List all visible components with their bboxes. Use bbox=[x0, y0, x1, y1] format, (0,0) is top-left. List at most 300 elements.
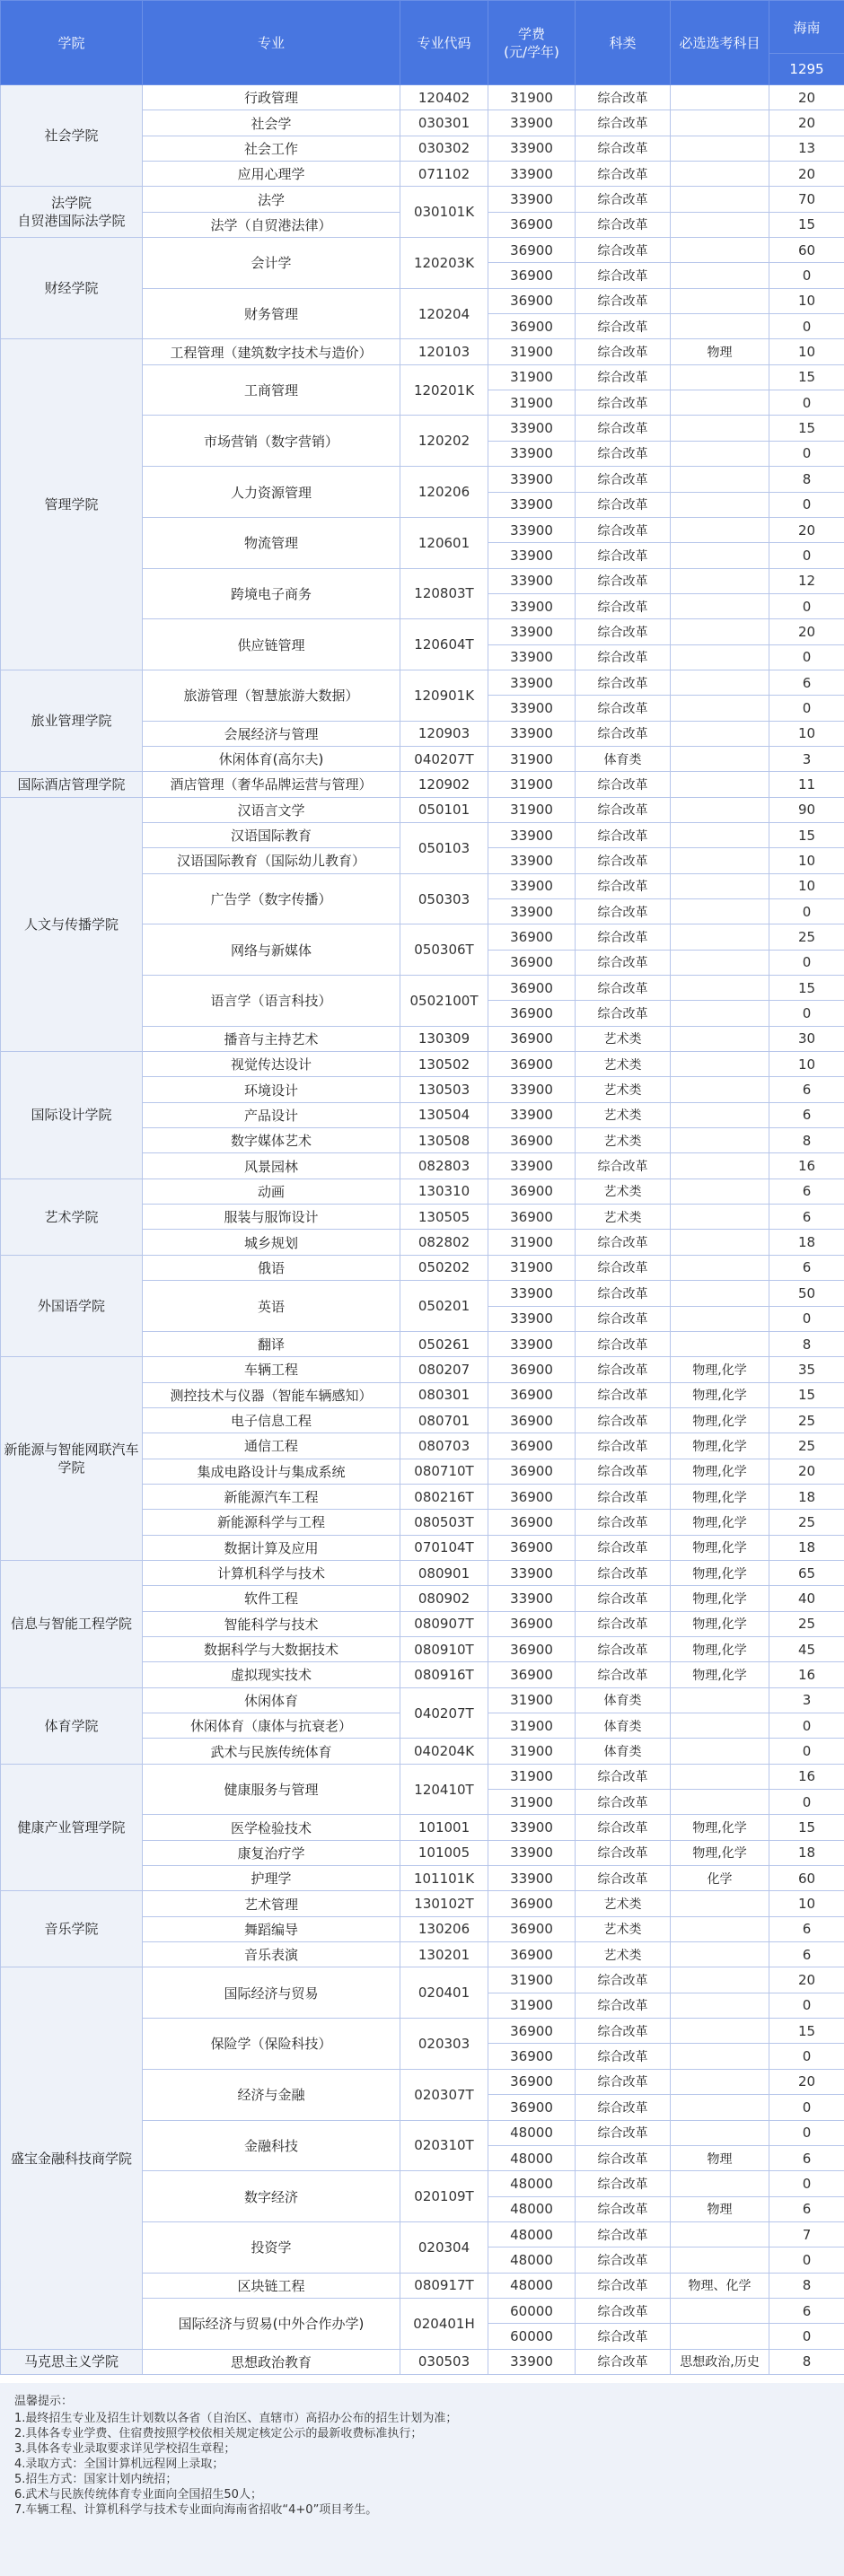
major-cell: 思想政治教育 bbox=[143, 2349, 400, 2374]
required-subjects-cell bbox=[671, 670, 769, 695]
tuition-cell: 36900 bbox=[488, 1484, 576, 1509]
quota-cell: 18 bbox=[769, 1840, 844, 1865]
quota-cell: 0 bbox=[769, 314, 844, 339]
quota-cell: 30 bbox=[769, 1026, 844, 1051]
major-code-cell: 080710T bbox=[400, 1459, 488, 1484]
major-cell: 休闲体育 bbox=[143, 1687, 400, 1713]
tuition-cell: 31900 bbox=[488, 1739, 576, 1764]
college-cell: 国际酒店管理学院 bbox=[1, 772, 143, 797]
major-code-cell: 130309 bbox=[400, 1026, 488, 1051]
category-cell: 综合改革 bbox=[576, 1840, 671, 1865]
major-code-cell: 101101K bbox=[400, 1866, 488, 1891]
required-subjects-cell: 物理,化学 bbox=[671, 1510, 769, 1535]
category-cell: 艺术类 bbox=[576, 1077, 671, 1102]
required-subjects-cell bbox=[671, 441, 769, 466]
quota-cell: 60 bbox=[769, 238, 844, 263]
major-code-cell: 130504 bbox=[400, 1102, 488, 1127]
major-code-cell: 030301 bbox=[400, 110, 488, 136]
required-subjects-cell bbox=[671, 162, 769, 187]
tuition-cell: 33900 bbox=[488, 1866, 576, 1891]
required-subjects-cell bbox=[671, 136, 769, 161]
tuition-cell: 36900 bbox=[488, 1128, 576, 1153]
tuition-cell: 31900 bbox=[488, 746, 576, 771]
major-cell: 集成电路设计与集成系统 bbox=[143, 1459, 400, 1484]
major-cell: 计算机科学与技术 bbox=[143, 1560, 400, 1585]
category-cell: 综合改革 bbox=[576, 2247, 671, 2273]
category-cell: 综合改革 bbox=[576, 848, 671, 873]
major-cell: 休闲体育(高尔夫) bbox=[143, 746, 400, 771]
quota-cell: 3 bbox=[769, 1687, 844, 1713]
tuition-cell: 36900 bbox=[488, 1205, 576, 1230]
category-cell: 综合改革 bbox=[576, 2120, 671, 2145]
required-subjects-cell bbox=[671, 822, 769, 847]
tuition-cell: 48000 bbox=[488, 2221, 576, 2247]
major-cell: 视觉传达设计 bbox=[143, 1052, 400, 1077]
tuition-cell: 36900 bbox=[488, 1636, 576, 1661]
required-subjects-cell bbox=[671, 467, 769, 492]
category-cell: 艺术类 bbox=[576, 1178, 671, 1204]
category-cell: 综合改革 bbox=[576, 1281, 671, 1306]
major-cell: 护理学 bbox=[143, 1866, 400, 1891]
quota-cell: 10 bbox=[769, 1052, 844, 1077]
required-subjects-cell bbox=[671, 1128, 769, 1153]
required-subjects-cell bbox=[671, 976, 769, 1001]
required-subjects-cell bbox=[671, 2069, 769, 2094]
category-cell: 综合改革 bbox=[576, 492, 671, 517]
required-subjects-cell: 物理,化学 bbox=[671, 1560, 769, 1585]
major-cell: 虚拟现实技术 bbox=[143, 1662, 400, 1687]
tuition-cell: 36900 bbox=[488, 263, 576, 288]
tuition-cell: 33900 bbox=[488, 899, 576, 924]
major-cell: 电子信息工程 bbox=[143, 1407, 400, 1433]
quota-cell: 6 bbox=[769, 2196, 844, 2221]
major-code-cell: 020307T bbox=[400, 2069, 488, 2120]
quota-cell: 0 bbox=[769, 696, 844, 721]
major-code-cell: 130505 bbox=[400, 1205, 488, 1230]
major-code-cell: 120410T bbox=[400, 1764, 488, 1815]
required-subjects-cell bbox=[671, 85, 769, 110]
quota-cell: 18 bbox=[769, 1535, 844, 1560]
tuition-cell: 36900 bbox=[488, 1942, 576, 1967]
major-cell: 俄语 bbox=[143, 1255, 400, 1280]
major-cell: 工程管理（建筑数字技术与造价） bbox=[143, 339, 400, 364]
major-code-cell: 130502 bbox=[400, 1052, 488, 1077]
major-code-cell: 020109T bbox=[400, 2171, 488, 2222]
major-cell: 智能科学与技术 bbox=[143, 1611, 400, 1636]
tuition-cell: 31900 bbox=[488, 772, 576, 797]
category-cell: 综合改革 bbox=[576, 976, 671, 1001]
major-cell: 旅游管理（智慧旅游大数据） bbox=[143, 670, 400, 721]
required-subjects-cell bbox=[671, 1687, 769, 1713]
required-subjects-cell: 物理,化学 bbox=[671, 1382, 769, 1407]
category-cell: 综合改革 bbox=[576, 899, 671, 924]
category-cell: 艺术类 bbox=[576, 1205, 671, 1230]
tuition-cell: 36900 bbox=[488, 2044, 576, 2069]
required-subjects-cell: 物理,化学 bbox=[671, 1484, 769, 1509]
major-cell: 保险学（保险科技） bbox=[143, 2019, 400, 2070]
quota-cell: 65 bbox=[769, 1560, 844, 1585]
notes-panel bbox=[0, 2383, 844, 2576]
major-code-cell: 080703 bbox=[400, 1433, 488, 1459]
quota-cell: 8 bbox=[769, 467, 844, 492]
category-cell: 体育类 bbox=[576, 746, 671, 771]
required-subjects-cell bbox=[671, 644, 769, 670]
table-row bbox=[1, 670, 844, 695]
major-cell: 会计学 bbox=[143, 238, 400, 289]
category-cell: 综合改革 bbox=[576, 1993, 671, 2018]
major-code-cell: 030503 bbox=[400, 2349, 488, 2374]
major-cell: 物流管理 bbox=[143, 517, 400, 568]
tuition-cell: 33900 bbox=[488, 1153, 576, 1178]
tuition-cell: 36900 bbox=[488, 314, 576, 339]
quota-cell: 0 bbox=[769, 1739, 844, 1764]
category-cell: 艺术类 bbox=[576, 1026, 671, 1051]
category-cell: 综合改革 bbox=[576, 593, 671, 618]
major-cell: 健康服务与管理 bbox=[143, 1764, 400, 1815]
required-subjects-cell bbox=[671, 187, 769, 212]
tuition-cell: 31900 bbox=[488, 1230, 576, 1255]
college-cell: 旅业管理学院 bbox=[1, 670, 143, 771]
tuition-cell: 33900 bbox=[488, 1815, 576, 1840]
category-cell: 综合改革 bbox=[576, 873, 671, 898]
category-cell: 综合改革 bbox=[576, 364, 671, 390]
major-cell: 艺术管理 bbox=[143, 1891, 400, 1916]
quota-cell: 0 bbox=[769, 593, 844, 618]
quota-cell: 8 bbox=[769, 1331, 844, 1356]
required-subjects-cell bbox=[671, 2171, 769, 2196]
category-cell: 综合改革 bbox=[576, 797, 671, 822]
category-cell: 综合改革 bbox=[576, 1382, 671, 1407]
tuition-cell: 36900 bbox=[488, 1916, 576, 1941]
tuition-cell: 60000 bbox=[488, 2298, 576, 2323]
required-subjects-cell bbox=[671, 2044, 769, 2069]
major-code-cell: 120402 bbox=[400, 85, 488, 110]
major-code-cell: 080907T bbox=[400, 1611, 488, 1636]
quota-cell: 6 bbox=[769, 1102, 844, 1127]
category-cell: 艺术类 bbox=[576, 1942, 671, 1967]
major-cell: 汉语国际教育 bbox=[143, 822, 400, 847]
major-cell: 医学检验技术 bbox=[143, 1815, 400, 1840]
required-subjects-cell bbox=[671, 1764, 769, 1789]
college-cell: 信息与智能工程学院 bbox=[1, 1560, 143, 1687]
tuition-cell: 36900 bbox=[488, 1026, 576, 1051]
category-cell: 综合改革 bbox=[576, 1510, 671, 1535]
major-cell: 产品设计 bbox=[143, 1102, 400, 1127]
quota-cell: 10 bbox=[769, 721, 844, 746]
required-subjects-cell: 物理 bbox=[671, 339, 769, 364]
category-cell: 综合改革 bbox=[576, 2273, 671, 2298]
required-subjects-cell bbox=[671, 492, 769, 517]
required-subjects-cell bbox=[671, 314, 769, 339]
category-cell: 综合改革 bbox=[576, 1815, 671, 1840]
required-subjects-cell bbox=[671, 1967, 769, 1993]
category-cell: 综合改革 bbox=[576, 238, 671, 263]
major-cell: 网络与新媒体 bbox=[143, 924, 400, 976]
header-required: 必选选考科目 bbox=[671, 1, 769, 85]
tuition-cell: 31900 bbox=[488, 1255, 576, 1280]
required-subjects-cell bbox=[671, 1230, 769, 1255]
major-code-cell: 080916T bbox=[400, 1662, 488, 1687]
major-code-cell: 050103 bbox=[400, 822, 488, 873]
major-code-cell: 120201K bbox=[400, 364, 488, 416]
major-code-cell: 101001 bbox=[400, 1815, 488, 1840]
required-subjects-cell bbox=[671, 619, 769, 644]
quota-cell: 90 bbox=[769, 797, 844, 822]
major-code-cell: 120206 bbox=[400, 467, 488, 518]
tuition-cell: 36900 bbox=[488, 1891, 576, 1916]
major-code-cell: 080301 bbox=[400, 1382, 488, 1407]
required-subjects-cell bbox=[671, 238, 769, 263]
major-cell: 财务管理 bbox=[143, 288, 400, 339]
required-subjects-cell: 物理,化学 bbox=[671, 1840, 769, 1865]
quota-cell: 6 bbox=[769, 2298, 844, 2323]
table-body bbox=[1, 85, 844, 2375]
tuition-cell: 36900 bbox=[488, 1611, 576, 1636]
major-code-cell: 0502100T bbox=[400, 976, 488, 1027]
major-cell: 舞蹈编导 bbox=[143, 1916, 400, 1941]
major-cell: 法学 bbox=[143, 187, 400, 212]
major-cell: 英语 bbox=[143, 1281, 400, 1332]
tuition-cell: 33900 bbox=[488, 1306, 576, 1331]
required-subjects-cell: 物理,化学 bbox=[671, 1636, 769, 1661]
major-cell: 社会工作 bbox=[143, 136, 400, 161]
quota-cell: 12 bbox=[769, 568, 844, 593]
major-cell: 环境设计 bbox=[143, 1077, 400, 1102]
required-subjects-cell: 物理、化学 bbox=[671, 2273, 769, 2298]
major-code-cell: 071102 bbox=[400, 162, 488, 187]
tuition-cell: 33900 bbox=[488, 670, 576, 695]
major-code-cell: 080207 bbox=[400, 1357, 488, 1382]
major-code-cell: 080216T bbox=[400, 1484, 488, 1509]
table-row bbox=[1, 339, 844, 364]
category-cell: 综合改革 bbox=[576, 1331, 671, 1356]
required-subjects-cell bbox=[671, 1255, 769, 1280]
category-cell: 综合改革 bbox=[576, 721, 671, 746]
note-line: 4.录取方式：全国计算机远程网上录取； bbox=[14, 2458, 224, 2471]
required-subjects-cell bbox=[671, 1942, 769, 1967]
category-cell: 综合改革 bbox=[576, 2171, 671, 2196]
notes-title: 温馨提示： bbox=[14, 2395, 74, 2408]
major-cell: 跨境电子商务 bbox=[143, 568, 400, 619]
quota-cell: 15 bbox=[769, 212, 844, 237]
required-subjects-cell bbox=[671, 212, 769, 237]
college-cell: 人文与传播学院 bbox=[1, 797, 143, 1051]
tuition-cell: 33900 bbox=[488, 1560, 576, 1585]
table-row bbox=[1, 1764, 844, 1789]
quota-cell: 0 bbox=[769, 2247, 844, 2273]
category-cell: 综合改革 bbox=[576, 1357, 671, 1382]
required-subjects-cell bbox=[671, 517, 769, 542]
table-row bbox=[1, 1178, 844, 1204]
note-line: 6.武术与民族传统体育专业面向全国招生50人； bbox=[14, 2488, 262, 2502]
category-cell: 综合改革 bbox=[576, 288, 671, 313]
tuition-cell: 36900 bbox=[488, 1510, 576, 1535]
quota-cell: 25 bbox=[769, 1510, 844, 1535]
major-cell: 通信工程 bbox=[143, 1433, 400, 1459]
required-subjects-cell bbox=[671, 848, 769, 873]
tuition-cell: 48000 bbox=[488, 2120, 576, 2145]
quota-cell: 7 bbox=[769, 2221, 844, 2247]
major-cell: 酒店管理（奢华品牌运营与管理） bbox=[143, 772, 400, 797]
category-cell: 综合改革 bbox=[576, 924, 671, 950]
header-fee: 学费 (元/学年) bbox=[488, 1, 576, 85]
tuition-cell: 31900 bbox=[488, 1687, 576, 1713]
category-cell: 综合改革 bbox=[576, 1407, 671, 1433]
quota-cell: 15 bbox=[769, 364, 844, 390]
major-code-cell: 080910T bbox=[400, 1636, 488, 1661]
tuition-cell: 33900 bbox=[488, 416, 576, 441]
quota-cell: 20 bbox=[769, 619, 844, 644]
category-cell: 综合改革 bbox=[576, 1611, 671, 1636]
quota-cell: 0 bbox=[769, 543, 844, 568]
tuition-cell: 36900 bbox=[488, 1382, 576, 1407]
category-cell: 综合改革 bbox=[576, 1484, 671, 1509]
quota-cell: 8 bbox=[769, 1128, 844, 1153]
tuition-cell: 33900 bbox=[488, 822, 576, 847]
category-cell: 综合改革 bbox=[576, 136, 671, 161]
tuition-cell: 33900 bbox=[488, 1281, 576, 1306]
note-line: 7.车辆工程、计算机科学与技术专业面向海南省招收“4+0”项目考生。 bbox=[14, 2503, 378, 2517]
category-cell: 综合改革 bbox=[576, 543, 671, 568]
quota-cell: 0 bbox=[769, 1001, 844, 1026]
major-cell: 播音与主持艺术 bbox=[143, 1026, 400, 1051]
quota-cell: 18 bbox=[769, 1484, 844, 1509]
quota-cell: 0 bbox=[769, 2324, 844, 2349]
major-cell: 数字媒体艺术 bbox=[143, 1128, 400, 1153]
category-cell: 综合改革 bbox=[576, 1662, 671, 1687]
category-cell: 综合改革 bbox=[576, 2069, 671, 2094]
major-cell: 数字经济 bbox=[143, 2171, 400, 2222]
category-cell: 综合改革 bbox=[576, 2324, 671, 2349]
required-subjects-cell bbox=[671, 1205, 769, 1230]
required-subjects-cell bbox=[671, 1713, 769, 1739]
category-cell: 综合改革 bbox=[576, 1967, 671, 1993]
major-cell: 供应链管理 bbox=[143, 619, 400, 670]
table-row bbox=[1, 1560, 844, 1585]
quota-cell: 20 bbox=[769, 110, 844, 136]
tuition-cell: 33900 bbox=[488, 1840, 576, 1865]
major-code-cell: 020310T bbox=[400, 2120, 488, 2171]
quota-cell: 0 bbox=[769, 441, 844, 466]
quota-cell: 10 bbox=[769, 1891, 844, 1916]
quota-cell: 18 bbox=[769, 1230, 844, 1255]
major-code-cell: 120601 bbox=[400, 517, 488, 568]
tuition-cell: 48000 bbox=[488, 2196, 576, 2221]
tuition-cell: 48000 bbox=[488, 2145, 576, 2170]
category-cell: 综合改革 bbox=[576, 2349, 671, 2374]
table-row bbox=[1, 1967, 844, 1993]
quota-cell: 0 bbox=[769, 950, 844, 975]
required-subjects-cell: 化学 bbox=[671, 1866, 769, 1891]
required-subjects-cell bbox=[671, 772, 769, 797]
header-major: 专业 bbox=[143, 1, 400, 85]
category-cell: 综合改革 bbox=[576, 1001, 671, 1026]
major-cell: 车辆工程 bbox=[143, 1357, 400, 1382]
category-cell: 艺术类 bbox=[576, 1128, 671, 1153]
major-code-cell: 120203K bbox=[400, 238, 488, 289]
major-code-cell: 030302 bbox=[400, 136, 488, 161]
tuition-cell: 33900 bbox=[488, 1331, 576, 1356]
quota-cell: 0 bbox=[769, 263, 844, 288]
category-cell: 综合改革 bbox=[576, 2019, 671, 2044]
major-cell: 金融科技 bbox=[143, 2120, 400, 2171]
college-cell: 马克思主义学院 bbox=[1, 2349, 143, 2374]
major-cell: 测控技术与仪器（智能车辆感知） bbox=[143, 1382, 400, 1407]
major-cell: 数据科学与大数据技术 bbox=[143, 1636, 400, 1661]
required-subjects-cell bbox=[671, 721, 769, 746]
college-cell: 音乐学院 bbox=[1, 1891, 143, 1967]
major-code-cell: 082803 bbox=[400, 1153, 488, 1178]
quota-cell: 0 bbox=[769, 2044, 844, 2069]
major-code-cell: 050261 bbox=[400, 1331, 488, 1356]
tuition-cell: 36900 bbox=[488, 238, 576, 263]
note-line: 5.招生方式：国家计划内统招； bbox=[14, 2473, 178, 2486]
major-code-cell: 130102T bbox=[400, 1891, 488, 1916]
quota-cell: 10 bbox=[769, 288, 844, 313]
category-cell: 综合改革 bbox=[576, 1790, 671, 1815]
tuition-cell: 33900 bbox=[488, 543, 576, 568]
quota-cell: 20 bbox=[769, 162, 844, 187]
category-cell: 综合改革 bbox=[576, 2298, 671, 2323]
major-code-cell: 020401H bbox=[400, 2298, 488, 2349]
category-cell: 综合改革 bbox=[576, 1153, 671, 1178]
tuition-cell: 33900 bbox=[488, 848, 576, 873]
quota-cell: 25 bbox=[769, 1433, 844, 1459]
required-subjects-cell bbox=[671, 288, 769, 313]
quota-cell: 0 bbox=[769, 492, 844, 517]
category-cell: 综合改革 bbox=[576, 568, 671, 593]
major-cell: 法学（自贸港法律） bbox=[143, 212, 400, 237]
required-subjects-cell bbox=[671, 2298, 769, 2323]
major-cell: 汉语言文学 bbox=[143, 797, 400, 822]
table-row bbox=[1, 1891, 844, 1916]
table-row bbox=[1, 187, 844, 212]
table-row bbox=[1, 238, 844, 263]
major-cell: 武术与民族传统体育 bbox=[143, 1739, 400, 1764]
category-cell: 综合改革 bbox=[576, 2221, 671, 2247]
table-row bbox=[1, 797, 844, 822]
category-cell: 综合改革 bbox=[576, 212, 671, 237]
category-cell: 综合改革 bbox=[576, 2095, 671, 2120]
quota-cell: 15 bbox=[769, 1382, 844, 1407]
quota-cell: 6 bbox=[769, 670, 844, 695]
category-cell: 综合改革 bbox=[576, 110, 671, 136]
tuition-cell: 36900 bbox=[488, 2069, 576, 2094]
table-row bbox=[1, 1052, 844, 1077]
major-code-cell: 120902 bbox=[400, 772, 488, 797]
college-cell: 新能源与智能网联汽车学院 bbox=[1, 1357, 143, 1561]
category-cell: 综合改革 bbox=[576, 390, 671, 416]
required-subjects-cell bbox=[671, 390, 769, 416]
quota-cell: 0 bbox=[769, 644, 844, 670]
major-code-cell: 120803T bbox=[400, 568, 488, 619]
major-cell: 国际经济与贸易(中外合作办学) bbox=[143, 2298, 400, 2349]
required-subjects-cell bbox=[671, 416, 769, 441]
required-subjects-cell bbox=[671, 593, 769, 618]
category-cell: 综合改革 bbox=[576, 467, 671, 492]
required-subjects-cell bbox=[671, 1306, 769, 1331]
major-cell: 经济与金融 bbox=[143, 2069, 400, 2120]
required-subjects-cell bbox=[671, 1916, 769, 1941]
quota-cell: 16 bbox=[769, 1764, 844, 1789]
quota-cell: 15 bbox=[769, 2019, 844, 2044]
required-subjects-cell bbox=[671, 924, 769, 950]
tuition-cell: 36900 bbox=[488, 2019, 576, 2044]
required-subjects-cell bbox=[671, 1178, 769, 1204]
major-code-cell: 120903 bbox=[400, 721, 488, 746]
college-cell: 盛宝金融科技商学院 bbox=[1, 1967, 143, 2349]
required-subjects-cell bbox=[671, 2247, 769, 2273]
